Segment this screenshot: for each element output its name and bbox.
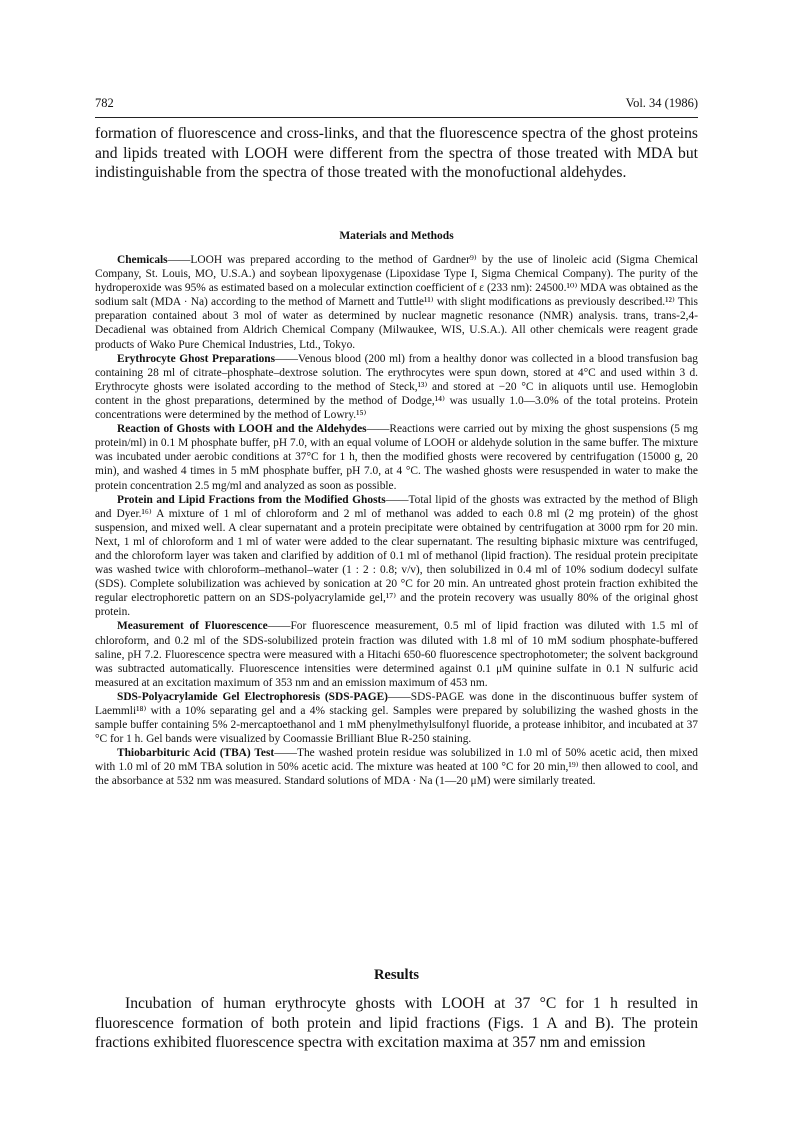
materials-methods-heading: Materials and Methods: [339, 230, 454, 242]
method-paragraph: [95, 253, 698, 352]
method-text: ——For fluorescence measurement, 0.5 ml of lipid fraction was diluted with 1.5 ml of chloroform, and 0.2 ml of the SDS-solubilized protein fraction was diluted with 1.8 ml of 10 mM sodium phosphate-buffered saline, pH 7.2. Fluorescence spectra were measured with a Hitachi 650-60 fluorescence spectrophotometer; the solvent background was subtracted automatically. Fluorescence intensities were determined against 0.1 μM quinine sulfate in 0.1 N sulfuric acid measured at an excitation maximum of 353 nm and an emission maximum of 453 nm.: [95, 620, 698, 689]
method-text: ——SDS-PAGE was done in the discontinuous buffer system of Laemmli¹⁸⁾ with a 10% separating gel and a 4% stacking gel. Samples were prepared by solubilizing the washed ghosts in the sample buffer containing 5% 2-mercaptoethanol and 1 mM phenylmethylsulfonyl fluoride, a protease inhibitor, and incubated at 37 °C for 1 h. Gel bands were visualized by Coomassie Brilliant Blue R-250 staining.: [95, 690, 698, 746]
results-heading: Results: [373, 967, 420, 983]
method-title: Chemicals: [117, 254, 168, 266]
page-number: 782: [95, 96, 114, 110]
method-text: ——LOOH was prepared according to the method of Gardner⁹⁾ by the use of linoleic acid (Sigma Chemical Company, St. Louis, MO, U.S.A.) and soybean lipoxygenase (Lipoxidase Type I, Sigma Chemical Company). The purity of the hydroperoxide was 95% as estimated based on a molecular extinction coefficient of ε (233 nm): 24500.¹⁰⁾ MDA was obtained as the sodium salt (MDA · Na) according to the method of Marnett and Tuttle¹¹⁾ with slight modifications as previously described.¹²⁾ This preparation contained about 3 mol of water as determined by nuclear magnetic resonance (NMR) analysis. trans, trans-2,4-Decadienal was obtained from Aldrich Chemical Company (Milwaukee, WIS, U.S.A.). All other chemicals were reagent grade products of Wako Pure Chemical Industries, Ltd., Tokyo.: [95, 254, 698, 351]
method-paragraph: [95, 690, 698, 746]
method-title: Protein and Lipid Fractions from the Modified Ghosts: [117, 493, 386, 506]
results-paragraph: Incubation of human erythrocyte ghosts with LOOH at 37 °C for 1 h resulted in fluorescence formation of both protein and lipid fractions (Figs. 1 A and B). The protein fractions exhibited fluorescence spectra with excitation maxima at 357 nm and emission: [95, 995, 698, 1052]
volume-label: Vol. 34 (1986): [625, 96, 698, 110]
method-title: SDS-Polyacrylamide Gel Electrophoresis (SDS-PAGE): [117, 690, 388, 703]
method-title: Erythrocyte Ghost Preparations: [117, 352, 276, 365]
method-paragraph: [95, 493, 698, 620]
results-section: [95, 994, 698, 1053]
method-title: Reaction of Ghosts with LOOH and the Aldehydes: [117, 423, 367, 436]
method-title: Thiobarbituric Acid (TBA) Test: [117, 747, 275, 760]
methods-section: [95, 253, 698, 789]
header-rule: [95, 117, 698, 118]
method-paragraph: [95, 422, 698, 492]
method-title: Measurement of Fluorescence: [117, 620, 268, 633]
method-paragraph: [95, 619, 698, 689]
page-header: [95, 96, 698, 112]
method-text: ——Reactions were carried out by mixing the ghost suspensions (5 mg protein/ml) in 0.1 M phosphate buffer, pH 7.0, with an equal volume of LOOH or aldehyde solution in the same buffer. The mixture was incubated under aerobic conditions at 37°C for 1 h, then the modified ghosts were recovered by centrifugation (15000 g, 20 min), and washed 4 times in 5 mM phosphate buffer, pH 7.0, at 4 °C. The washed ghosts were resuspended in water to make the protein concentration 2.5 mg/ml and analyzed as soon as possible.: [95, 423, 699, 492]
method-paragraph: [95, 352, 698, 422]
intro-paragraph: formation of fluorescence and cross-links, and that the fluorescence spectra of the ghost proteins and lipids treated with LOOH were different from the spectra of those treated with MDA but indistinguishable from the spectra of those treated with the monofuctional aldehydes.: [95, 125, 698, 182]
method-paragraph: [95, 746, 698, 788]
method-text: ——Total lipid of the ghosts was extracted by the method of Bligh and Dyer.¹⁶⁾ A mixture of 1 ml of chloroform and 2 ml of methanol was added to each 0.8 ml (2 mg protein) of the ghost suspension, and mixed well. A clear supernatant and a protein precipitate were obtained by centrifugation at 3000 rpm for 20 min. Next, 1 ml of chloroform and 1 ml of water were added to the clear supernatant. The resulting biphasic mixture was centrifuged, and the chloroform layer was taken and clarified by addition of 0.1 ml of methanol (lipid fraction). The residual protein precipitate was washed twice with chloroform–methanol–water (1 : 2 : 0.8; v/v), then solubilized in 0.4 ml of 10% sodium dodecyl sulfate (SDS). Complete solubilization was achieved by sonication at 20 °C for 20 min. An untreated ghost protein fraction exhibited the regular electrophoretic pattern on an SDS-polyacrylamide gel,¹⁷⁾ and the protein recovery was usually 80% of the original ghost protein.: [95, 493, 698, 619]
method-text: ——The washed protein residue was solubilized in 1.0 ml of 50% acetic acid, then mixed with 1.0 ml of 20 mM TBA solution in 50% acetic acid. The mixture was heated at 100 °C for 20 min,¹⁹⁾ then allowed to cool, and the absorbance at 532 nm was measured. Standard solutions of MDA · Na (1—20 μM) were similarly treated.: [95, 747, 698, 788]
method-text: ——Venous blood (200 ml) from a healthy donor was collected in a blood transfusion bag containing 28 ml of citrate–phosphate–dextrose solution. The erythrocytes were spun down, stored at 4°C and used within 3 d. Erythrocyte ghosts were isolated according to the method of Steck,¹³⁾ and stored at −20 °C in aliquots until use. Hemoglobin content in the ghost preparations, determined by the method of Dodge,¹⁴⁾ was usually 1.0—3.0% of the total proteins. Protein concentrations were determined by the method of Lowry.¹⁵⁾: [95, 352, 698, 422]
